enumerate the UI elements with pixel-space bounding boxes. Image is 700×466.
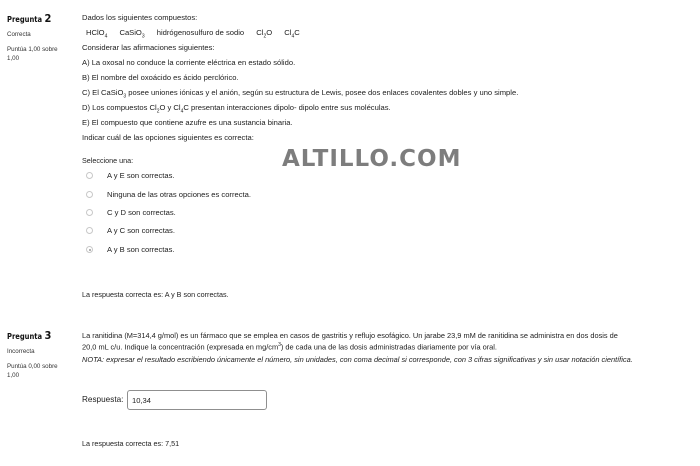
radio-button[interactable] [86, 209, 93, 216]
q3-text-line-2a: 20,0 mL c/u. Indique la concentración (expresada en mg/cm [82, 342, 279, 352]
q2-option-d[interactable] [86, 226, 175, 235]
question-2-score: Puntúa 1,00 sobre 1,00 [7, 45, 58, 63]
radio-button-selected[interactable] [86, 246, 93, 253]
q2-statement-e: E) El compuesto que contiene azufre es una sustancia binaria. [82, 118, 293, 127]
question-3-score: Puntúa 0,00 sobre 1,00 [7, 362, 58, 380]
watermark: ALTILLO.COM [282, 146, 462, 172]
q3-answer-input[interactable] [127, 390, 267, 410]
question-label: Pregunta [7, 15, 43, 24]
q2-option-c[interactable] [86, 208, 176, 217]
q2-feedback: La respuesta correcta es: A y B son correctas. [82, 290, 229, 299]
formula-hclo4: HClO$_4$ [86, 28, 108, 40]
q2-statement-a: A) La oxosal no conduce la corriente eléctrica en estado sólido. [82, 58, 296, 67]
radio-button[interactable] [86, 227, 93, 234]
q3-note: NOTA: expresar el resultado escribiendo únicamente el número, sin unidades, con coma decimal si corresponde, con 3 cifras significativas y sin usar notación científica. [82, 355, 633, 364]
radio-button[interactable] [86, 172, 93, 179]
q2-formulas [86, 28, 310, 40]
option-label: A y C son correctas. [107, 226, 175, 235]
formula-sulfuro: hidrógenosulfuro de sodio [156, 28, 245, 37]
formula-cl2o: $Cl_2O$ [256, 28, 273, 40]
question-3-status: Incorrecta [7, 347, 35, 355]
formula-cl4c: $Cl_4C$ [284, 28, 300, 40]
q2-statement-b: B) El nombre del oxoácido es ácido perclórico. [82, 73, 239, 82]
q2-select-prompt: Seleccione una: [82, 156, 134, 165]
question-2-number [7, 11, 75, 28]
question-label: Pregunta [7, 332, 43, 341]
question-number: 3 [44, 329, 52, 342]
q2-option-a[interactable] [86, 171, 175, 180]
question-2-info [7, 11, 75, 63]
option-label: A y B son correctas. [107, 245, 175, 254]
formula-casio3: CaSiO$_3$ [119, 28, 145, 40]
question-3-number [7, 328, 75, 345]
q3-text-line-2: 20,0 mL c/u. Indique la concentración (expresada en $mg/cm^3$) de cada una de las dosis administradas diariamente por vía oral. [82, 341, 497, 352]
question-2-status: Correcta [7, 30, 31, 38]
q2-statement-d: D) Los compuestos $Cl_2O$ y $Cl_4C$ presentan interacciones dipolo- dipolo entre sus moléculas. [82, 103, 391, 115]
option-label: C y D son correctas. [107, 208, 176, 217]
q3-text-line-2b: ) de cada una de las dosis administradas diariamente por vía oral. [280, 342, 497, 352]
question-3-info [7, 328, 75, 380]
q3-answer-label: Respuesta: [82, 395, 124, 404]
option-label: Ninguna de las otras opciones es correcta. [107, 190, 251, 199]
q2-option-b[interactable] [86, 190, 251, 199]
question-number: 2 [44, 12, 52, 25]
q2-indicar: Indicar cuál de las opciones siguientes es correcta: [82, 133, 254, 142]
radio-button[interactable] [86, 191, 93, 198]
q2-statement-c: C) El CaSiO$_3$ posee uniones iónicas y el anión, según su estructura de Lewis, posee dos enlaces covalentes dobles y uno simple. [82, 88, 519, 100]
option-label: A y E son correctas. [107, 171, 175, 180]
q2-intro: Dados los siguientes compuestos: [82, 13, 198, 22]
q3-feedback: La respuesta correcta es: 7,51 [82, 439, 180, 448]
q3-question-text [82, 331, 662, 353]
q2-option-e[interactable] [86, 245, 175, 254]
q2-considerar: Considerar las afirmaciones siguientes: [82, 43, 215, 52]
q3-text-line-1: La ranitidina (M=314,4 g/mol) es un fármaco que se emplea en casos de gastritis y reflujo esofágico. Un jarabe 23,9 mM de ranitidina se administra en dos dosis de [82, 331, 618, 340]
